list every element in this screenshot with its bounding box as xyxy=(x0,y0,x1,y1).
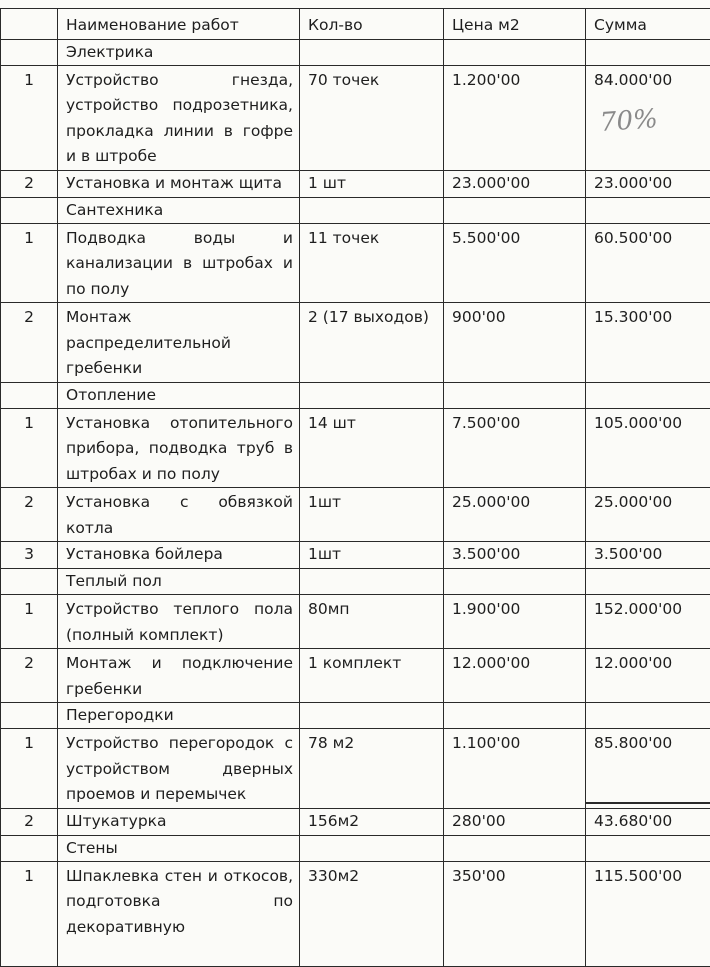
estimate-table xyxy=(0,8,710,967)
table-row xyxy=(1,170,710,197)
section-qty-cell xyxy=(300,39,444,65)
table-row xyxy=(1,649,710,703)
unit-price: 280'00 xyxy=(444,808,586,835)
section-title: Электрика xyxy=(58,39,300,65)
section-price-cell xyxy=(444,197,586,223)
quantity: 1шт xyxy=(300,542,444,569)
work-name: Установка с обвязкой котла xyxy=(58,488,300,542)
unit-price: 1.200'00 xyxy=(444,65,586,170)
section-qty-cell xyxy=(300,569,444,595)
row-number: 1 xyxy=(1,729,58,809)
work-name: Штукатурка xyxy=(58,808,300,835)
section-row xyxy=(1,835,710,861)
work-name: Установка отопительного прибора, подводка труб в штробах и по полу xyxy=(58,408,300,488)
header-sum: Сумма xyxy=(586,9,710,40)
section-num-cell xyxy=(1,382,58,408)
section-sum-cell xyxy=(586,382,710,408)
section-title: Теплый пол xyxy=(58,569,300,595)
table-row xyxy=(1,408,710,488)
section-qty-cell xyxy=(300,703,444,729)
work-name: Монтаж распределительной гребенки xyxy=(58,303,300,383)
unit-price: 1.900'00 xyxy=(444,595,586,649)
row-number: 1 xyxy=(1,861,58,966)
section-row xyxy=(1,569,710,595)
row-number: 2 xyxy=(1,808,58,835)
section-title: Перегородки xyxy=(58,703,300,729)
section-row xyxy=(1,39,710,65)
table-row xyxy=(1,595,710,649)
row-number: 1 xyxy=(1,408,58,488)
unit-price: 25.000'00 xyxy=(444,488,586,542)
row-number: 1 xyxy=(1,595,58,649)
section-sum-cell xyxy=(586,197,710,223)
row-number: 1 xyxy=(1,65,58,170)
unit-price: 7.500'00 xyxy=(444,408,586,488)
section-row xyxy=(1,382,710,408)
section-title: Сантехника xyxy=(58,197,300,223)
quantity: 156м2 xyxy=(300,808,444,835)
header-price: Цена м2 xyxy=(444,9,586,40)
row-sum: 105.000'00 xyxy=(586,408,710,488)
quantity: 330м2 xyxy=(300,861,444,966)
quantity: 78 м2 xyxy=(300,729,444,809)
row-sum: 152.000'00 xyxy=(586,595,710,649)
section-qty-cell xyxy=(300,382,444,408)
table-row xyxy=(1,488,710,542)
row-sum: 60.500'00 xyxy=(586,223,710,303)
section-price-cell xyxy=(444,835,586,861)
quantity: 1 шт xyxy=(300,170,444,197)
row-number: 2 xyxy=(1,649,58,703)
section-qty-cell xyxy=(300,835,444,861)
section-num-cell xyxy=(1,703,58,729)
row-sum: 12.000'00 xyxy=(586,649,710,703)
table-row xyxy=(1,542,710,569)
header-name: Наименование работ xyxy=(58,9,300,40)
row-sum: 84.000'00 xyxy=(586,65,710,170)
section-price-cell xyxy=(444,703,586,729)
section-sum-cell xyxy=(586,39,710,65)
section-price-cell xyxy=(444,382,586,408)
section-price-cell xyxy=(444,39,586,65)
section-sum-cell xyxy=(586,703,710,729)
unit-price: 350'00 xyxy=(444,861,586,966)
row-sum: 43.680'00 xyxy=(586,808,710,835)
quantity: 14 шт xyxy=(300,408,444,488)
quantity: 80мп xyxy=(300,595,444,649)
handwritten-note: 70% xyxy=(599,104,659,138)
quantity: 70 точек xyxy=(300,65,444,170)
table-row xyxy=(1,729,710,809)
work-name: Установка бойлера xyxy=(58,542,300,569)
unit-price: 3.500'00 xyxy=(444,542,586,569)
section-sum-cell xyxy=(586,835,710,861)
header-qty: Кол-во xyxy=(300,9,444,40)
quantity: 11 точек xyxy=(300,223,444,303)
section-title: Стены xyxy=(58,835,300,861)
section-row xyxy=(1,197,710,223)
section-row xyxy=(1,703,710,729)
quantity: 1шт xyxy=(300,488,444,542)
row-sum: 85.800'00 xyxy=(586,729,710,809)
estimate-body xyxy=(1,39,710,966)
row-number: 2 xyxy=(1,488,58,542)
row-number: 2 xyxy=(1,303,58,383)
row-sum: 23.000'00 xyxy=(586,170,710,197)
work-name: Устройство перегородок с устройством дверных проемов и перемычек xyxy=(58,729,300,809)
table-row xyxy=(1,808,710,835)
section-num-cell xyxy=(1,569,58,595)
section-num-cell xyxy=(1,39,58,65)
table-row xyxy=(1,861,710,966)
section-price-cell xyxy=(444,569,586,595)
section-qty-cell xyxy=(300,197,444,223)
row-sum: 25.000'00 xyxy=(586,488,710,542)
work-name: Монтаж и подключение гребенки xyxy=(58,649,300,703)
section-title: Отопление xyxy=(58,382,300,408)
quantity: 1 комплект xyxy=(300,649,444,703)
work-name: Шпаклевка стен и откосов, подготовка по декоративную xyxy=(58,861,300,966)
unit-price: 900'00 xyxy=(444,303,586,383)
row-sum: 15.300'00 xyxy=(586,303,710,383)
row-number: 2 xyxy=(1,170,58,197)
work-name: Установка и монтаж щита xyxy=(58,170,300,197)
section-num-cell xyxy=(1,835,58,861)
quantity: 2 (17 выходов) xyxy=(300,303,444,383)
work-name: Устройство гнезда, устройство подрозетника, прокладка линии в гофре и в штробе xyxy=(58,65,300,170)
section-num-cell xyxy=(1,197,58,223)
unit-price: 1.100'00 xyxy=(444,729,586,809)
table-row xyxy=(1,223,710,303)
row-sum: 3.500'00 xyxy=(586,542,710,569)
header-row xyxy=(1,9,710,40)
section-sum-cell xyxy=(586,569,710,595)
ink-underline xyxy=(585,802,710,804)
unit-price: 12.000'00 xyxy=(444,649,586,703)
work-name: Устройство теплого пола (полный комплект) xyxy=(58,595,300,649)
table-row xyxy=(1,303,710,383)
unit-price: 5.500'00 xyxy=(444,223,586,303)
work-name: Подводка воды и канализации в штробах и по полу xyxy=(58,223,300,303)
row-sum: 115.500'00 xyxy=(586,861,710,966)
row-number: 1 xyxy=(1,223,58,303)
unit-price: 23.000'00 xyxy=(444,170,586,197)
row-number: 3 xyxy=(1,542,58,569)
header-num xyxy=(1,9,58,40)
